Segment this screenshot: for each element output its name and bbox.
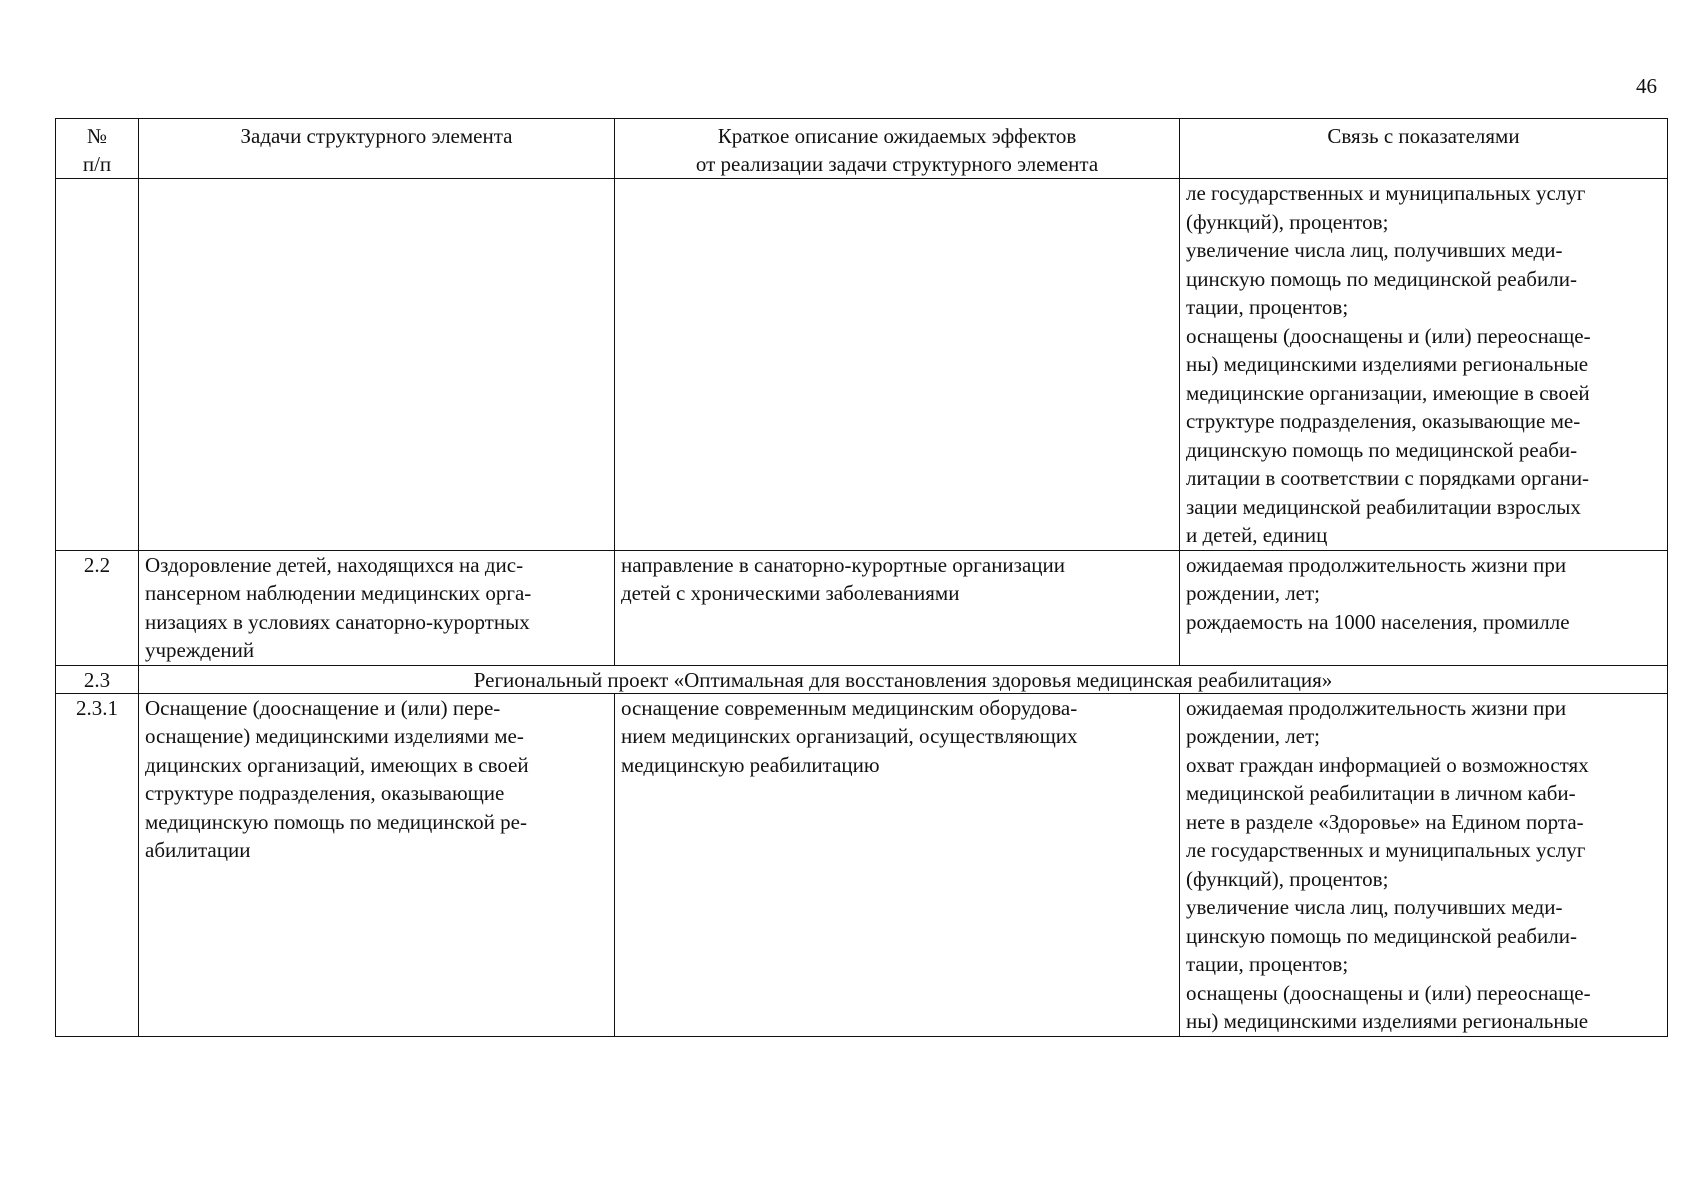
link-line: цинскую помощь по медицинской реабили- <box>1186 923 1577 948</box>
task-line: Оснащение (дооснащение и (или) пере- <box>145 695 501 720</box>
task-line: Оздоровление детей, находящихся на дис- <box>145 552 524 577</box>
desc-line: медицинскую реабилитацию <box>621 752 880 777</box>
link-line: (функций), процентов; <box>1186 866 1389 891</box>
regional-project-title: Региональный проект «Оптимальная для восстановления здоровья медицинская реабилитация» <box>139 665 1668 693</box>
table-row-2-3 <box>56 665 1668 693</box>
task-line: оснащение) медицинскими изделиями ме- <box>145 724 524 748</box>
page-number: 46 <box>1636 74 1657 98</box>
task-line: структуре подразделения, оказывающие <box>145 781 505 805</box>
link-line: литации в соответствии с порядками органи- <box>1186 466 1590 490</box>
row-desc <box>615 550 1180 665</box>
link-line: оснащены (дооснащены и (или) переоснаще- <box>1186 980 1591 1005</box>
link-line: дицинскую помощь по медицинской реаби- <box>1186 437 1578 462</box>
header-num-line: № <box>86 124 108 148</box>
row-task <box>139 179 615 551</box>
row-link <box>1180 693 1668 1036</box>
header-num <box>56 119 139 179</box>
link-line: рождении, лет; <box>1186 724 1321 748</box>
task-line: медицинскую помощь по медицинской ре- <box>145 809 527 834</box>
table-row-2-3-1 <box>56 693 1668 1036</box>
table-row-2-2 <box>56 550 1668 665</box>
row-num: 2.3.1 <box>56 693 139 1036</box>
link-line: тации, процентов; <box>1186 295 1349 319</box>
task-line: абилитации <box>145 838 251 862</box>
link-line: увеличение числа лиц, получивших меди- <box>1186 238 1563 262</box>
link-line: увеличение числа лиц, получивших меди- <box>1186 895 1563 919</box>
desc-line: детей с хроническими заболеваниями <box>621 581 960 605</box>
task-line: дицинских организаций, имеющих в своей <box>145 752 529 777</box>
link-line: медицинские организации, имеющие в своей <box>1186 380 1590 405</box>
link-line: структуре подразделения, оказывающие ме- <box>1186 409 1581 433</box>
link-line: рождении, лет; <box>1186 581 1321 605</box>
header-num-line: п/п <box>82 152 112 176</box>
row-desc <box>615 693 1180 1036</box>
header-task-text: Задачи структурного элемента <box>240 124 513 148</box>
header-task <box>139 119 615 179</box>
header-desc-line: от реализации задачи структурного элемента <box>695 152 1099 176</box>
header-desc <box>615 119 1180 179</box>
link-line: рождаемость на 1000 населения, промилле <box>1186 609 1570 634</box>
table-header-row <box>56 119 1668 179</box>
link-line: охват граждан информацией о возможностях <box>1186 752 1589 777</box>
link-line: медицинской реабилитации в личном каби- <box>1186 781 1576 805</box>
tasks-table <box>55 118 1668 1037</box>
row-task <box>139 693 615 1036</box>
link-line: оснащены (дооснащены и (или) переоснаще- <box>1186 323 1591 348</box>
row-link <box>1180 179 1668 551</box>
link-line: ны) медицинскими изделиями региональные <box>1186 352 1589 376</box>
link-line: ле государственных и муниципальных услуг <box>1186 838 1586 862</box>
link-line: тации, процентов; <box>1186 952 1349 976</box>
link-line: ле государственных и муниципальных услуг <box>1186 181 1586 205</box>
task-line: пансерном наблюдении медицинских орга- <box>145 581 532 605</box>
row-link <box>1180 550 1668 665</box>
row-num: 2.3 <box>56 665 139 693</box>
desc-line: нием медицинских организаций, осуществляющих <box>621 724 1078 748</box>
task-line: низациях в условиях санаторно-курортных <box>145 609 530 634</box>
header-link-text: Связь с показателями <box>1327 124 1520 148</box>
link-line: ожидаемая продолжительность жизни при <box>1186 695 1567 720</box>
table-row-continuation <box>56 179 1668 551</box>
desc-line: направление в санаторно-курортные организации <box>621 552 1066 577</box>
row-desc <box>615 179 1180 551</box>
link-line: (функций), процентов; <box>1186 209 1389 234</box>
link-line: зации медицинской реабилитации взрослых <box>1186 494 1581 519</box>
header-link <box>1180 119 1668 179</box>
link-line: ожидаемая продолжительность жизни при <box>1186 552 1567 577</box>
link-line: и детей, единиц <box>1186 523 1328 547</box>
link-line: нете в разделе «Здоровье» на Едином порта- <box>1186 809 1584 834</box>
link-line: ны) медицинскими изделиями региональные <box>1186 1009 1589 1033</box>
header-desc-line: Краткое описание ожидаемых эффектов <box>717 124 1077 148</box>
link-line: цинскую помощь по медицинской реабили- <box>1186 266 1577 291</box>
row-task <box>139 550 615 665</box>
desc-line: оснащение современным медицинским оборудова- <box>621 695 1078 720</box>
task-line: учреждений <box>145 638 255 662</box>
row-num <box>56 179 139 551</box>
row-num: 2.2 <box>56 550 139 665</box>
